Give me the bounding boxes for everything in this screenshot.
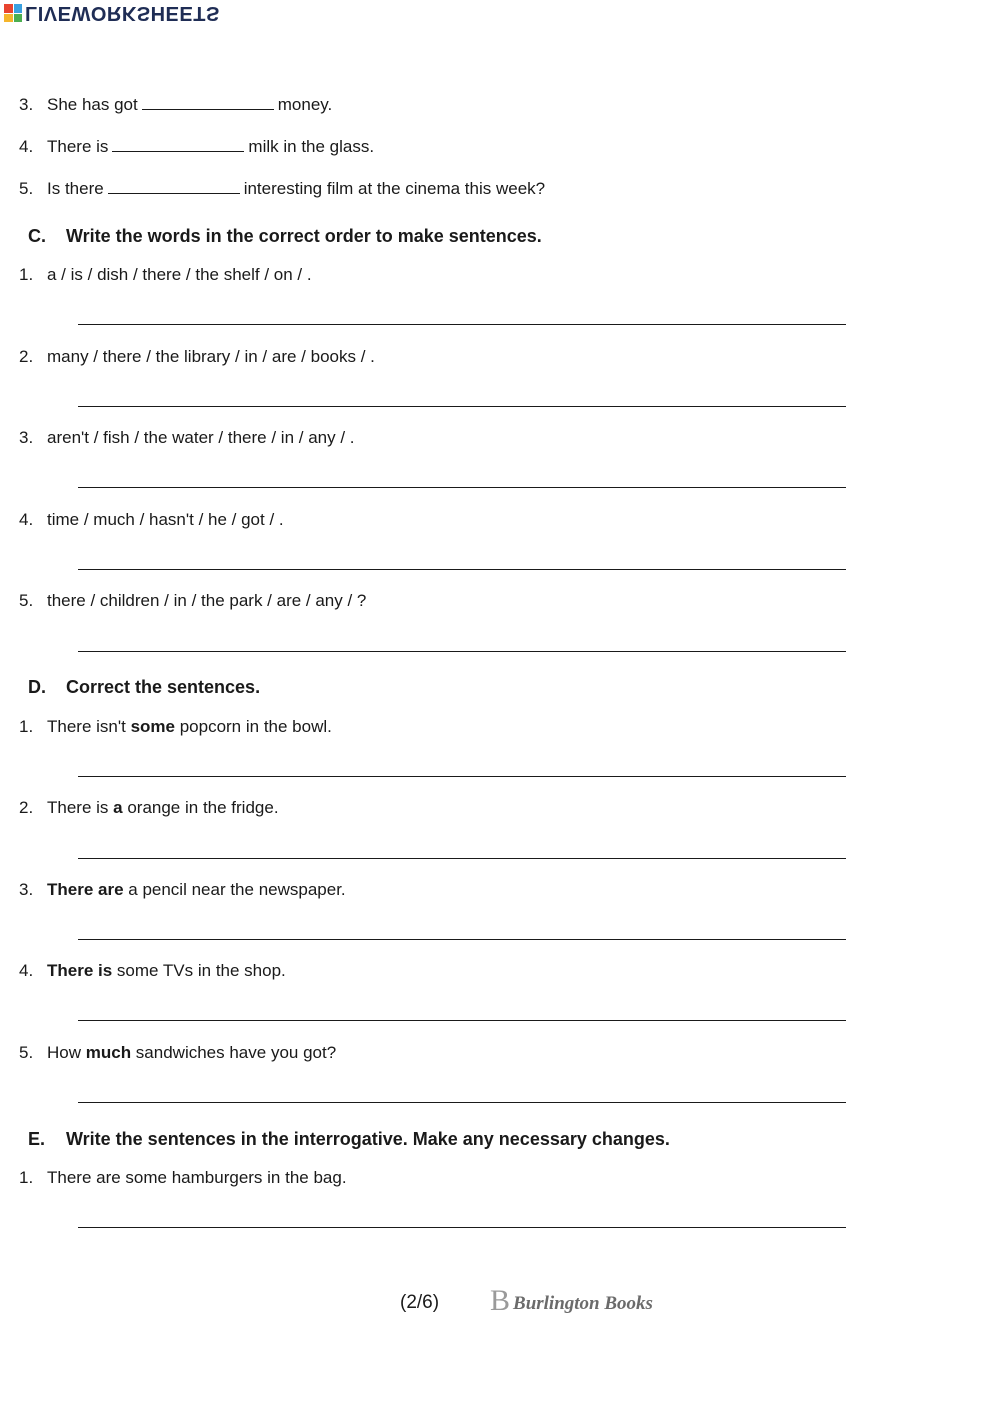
answer-line-input[interactable] [78, 858, 846, 859]
fill-blank-input[interactable] [112, 136, 244, 152]
answer-line-input[interactable] [78, 776, 846, 777]
answer-line-input[interactable] [78, 651, 846, 652]
fill-blank-input[interactable] [142, 94, 274, 110]
answer-line-input[interactable] [78, 1102, 846, 1103]
answer-line-input[interactable] [78, 324, 846, 325]
burlington-b-icon: B [490, 1284, 511, 1317]
section-c-item-3: 3. aren't / fish / the water / there / in / any / . [19, 428, 355, 447]
answer-line-input[interactable] [78, 569, 846, 570]
publisher-name: Burlington Books [513, 1293, 653, 1314]
section-e-heading: E. Write the sentences in the interrogative. Make any necessary changes. [28, 1129, 670, 1149]
answer-line-input[interactable] [78, 487, 846, 488]
section-c-heading: C. Write the words in the correct order to make sentences. [28, 226, 542, 246]
section-c-item-1: 1. a / is / dish / there / the shelf / on / . [19, 265, 312, 284]
liveworksheets-logo [4, 2, 220, 24]
section-c-item-2: 2. many / there / the library / in / are / books / . [19, 347, 375, 366]
answer-line-input[interactable] [78, 1227, 846, 1228]
publisher-brand [490, 1286, 653, 1316]
section-e-item-1: 1. There are some hamburgers in the bag. [19, 1168, 347, 1187]
section-c-item-5: 5. there / children / in / the park / are / any / ? [19, 591, 367, 610]
answer-line-input[interactable] [78, 939, 846, 940]
section-d-heading: D. Correct the sentences. [28, 677, 261, 697]
logo-text: LIVEWORKSHEETS [25, 2, 220, 24]
logo-grid-icon [4, 4, 22, 22]
answer-line-input[interactable] [78, 406, 846, 407]
section-c-item-4: 4. time / much / hasn't / he / got / . [19, 510, 284, 529]
section-d-item-2: 2. There is a orange in the fridge. [19, 798, 279, 817]
fill-blank-input[interactable] [108, 178, 240, 194]
section-b-item-5: 5. Is there interesting film at the cinema this week? [19, 179, 546, 198]
page-number: (2/6) [400, 1292, 440, 1313]
section-b-item-3: 3. She has got money. [19, 95, 333, 114]
section-d-item-4: 4. There is some TVs in the shop. [19, 961, 286, 980]
section-d-item-5: 5. How much sandwiches have you got? [19, 1043, 337, 1062]
answer-line-input[interactable] [78, 1020, 846, 1021]
section-b-item-4: 4. There is milk in the glass. [19, 137, 375, 156]
section-d-item-3: 3. There are a pencil near the newspaper. [19, 880, 346, 899]
section-d-item-1: 1. There isn't some popcorn in the bowl. [19, 717, 332, 736]
